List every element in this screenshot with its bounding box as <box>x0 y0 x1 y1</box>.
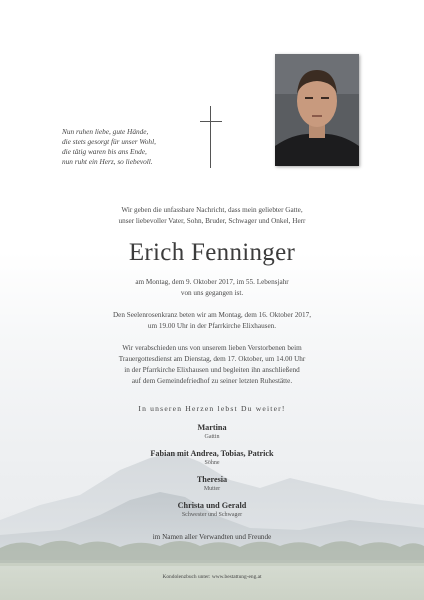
rosary-line: Den Seelenrosenkranz beten wir am Montag, dem 16. Oktober 2017, <box>112 311 311 319</box>
poem-line: die tätig waren bis ans Ende, <box>62 147 147 156</box>
relatives-line: im Namen aller Verwandten und Freunde <box>152 533 272 541</box>
date-of-death <box>0 277 424 299</box>
poem-line: nun ruht ein Herz, so liebevoll. <box>62 157 153 166</box>
funeral-service-notice <box>0 343 424 387</box>
intro-line: unser liebevoller Vater, Sohn, Bruder, Schwager und Onkel, Herr <box>118 217 306 225</box>
mourner-name: Martina <box>197 423 227 432</box>
rosary-line: um 19.00 Uhr in der Pfarrkirche Elixhausen. <box>147 322 277 330</box>
date-line: am Montag, dem 9. Oktober 2017, im 55. Lebensjahr <box>135 278 289 286</box>
poem-line: die stets gesorgt für unser Wohl, <box>62 137 156 146</box>
rosary-notice <box>0 310 424 332</box>
mourner-name: Fabian mit Andrea, Tobias, Patrick <box>150 449 274 458</box>
farewell-line: in der Pfarrkirche Elixhausen und begleiten ihn anschließend <box>124 366 300 374</box>
farewell-line: Wir verabschieden uns von unserem lieben Verstorbenen beim <box>122 344 302 352</box>
deceased-name: Erich Fenninger <box>128 239 296 266</box>
intro-line: Wir geben die unfassbare Nachricht, dass mein geliebter Gatte, <box>121 206 303 214</box>
mourner-name: Theresia <box>196 475 228 484</box>
mourner-relation: Schwester und Schwager <box>181 512 243 518</box>
memorial-poem <box>62 127 192 167</box>
date-line: von uns gegangen ist. <box>180 289 244 297</box>
farewell-line: auf dem Gemeindefriedhof zu seiner letzten Ruhestätte. <box>131 377 293 385</box>
farewell-line: Trauergottesdienst am Dienstag, dem 17. Oktober, um 14.00 Uhr <box>118 355 306 363</box>
memorial-motto: In unseren Herzen lebst Du weiter! <box>138 404 286 413</box>
condolence-book-link[interactable]: Kondolenzbuch unter: www.bestattung-eng.at <box>162 574 262 580</box>
mourner-relation: Mutter <box>203 486 221 492</box>
intro-text <box>0 205 424 227</box>
mourner-name: Christa und Gerald <box>177 501 247 510</box>
mourner-relation: Söhne <box>204 460 220 466</box>
cross-icon <box>200 106 222 168</box>
mourner-relation: Gattin <box>204 434 220 440</box>
portrait-photo <box>275 54 359 166</box>
poem-line: Nun ruhen liebe, gute Hände, <box>62 127 149 136</box>
